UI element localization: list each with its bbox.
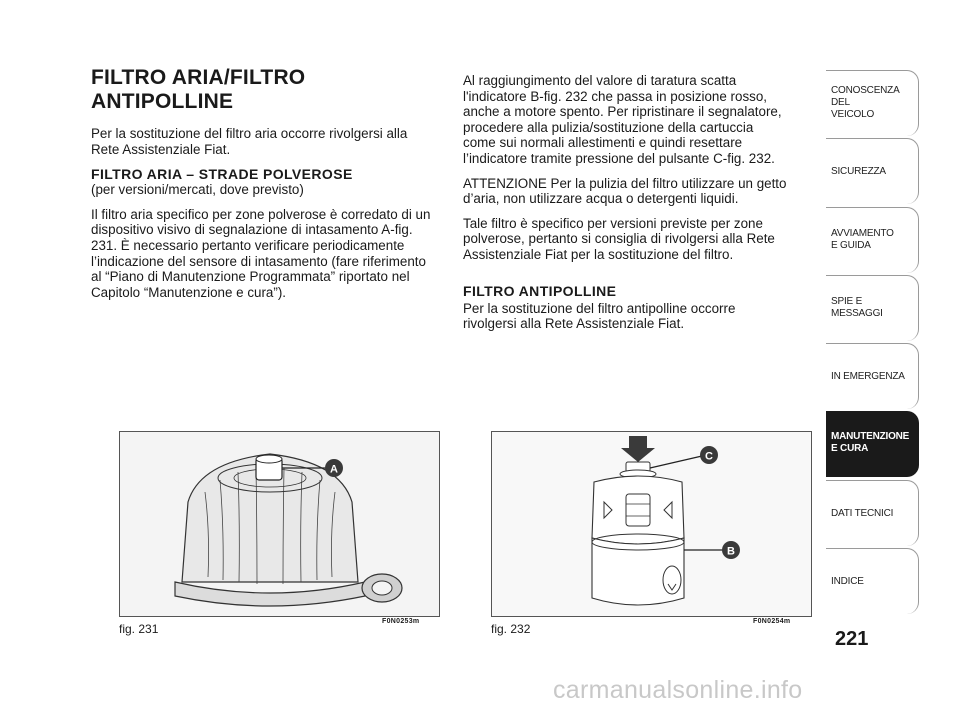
indicator-paragraph: Al raggiungimento del valore di taratura scatta l'indicatore B-fig. 232 che passa in posizione rosso, anche a motore spento. Per ripristinare il segnalatore, procedere alla pulizia/sostituzione della cartuccia come sui normali allestimenti e quindi resettare l’indicatore tramite pressione del pulsante C-fig. 232. [463,73,782,166]
page-number: 221 [835,628,869,650]
clogging-indicator-illustration [492,432,811,616]
watermark: carmanualsonline.info [553,676,803,704]
specific-filter-paragraph: Tale filtro è specifico per versioni previste per zone polverose, pertanto si consiglia di rivolgersi alla Rete Assistenziale Fiat per la sostituzione del filtro. [463,215,775,262]
right-column [463,73,788,341]
chapter-tab-in-emergenza[interactable]: IN EMERGENZA [826,343,919,409]
air-filter-illustration [120,432,439,616]
intro-paragraph: Per la sostituzione del filtro aria occorre rivolgersi alla Rete Assistenziale Fiat. [91,126,408,157]
chapter-tab-manutenzione-e-cura[interactable]: MANUTENZIONE E CURA [826,411,919,477]
callout-b-label: B [727,545,735,558]
air-filter-paragraph: Il filtro aria specifico per zone polverose è corredato di un dispositivo visivo di segnalazione di intasamento A-fig. 231. È necessario pertanto verificare periodicamente l’indicazione del sensore di intasamento (fare riferimento al “Piano di Manutenzione Programmata” riportato nel Capitolo “Manutenzione e cura”). [91,206,431,300]
version-note: (per versioni/mercati, dove previsto) [91,182,304,198]
callout-c-label: C [705,450,713,463]
figure-232-indicator [491,431,812,617]
chapter-tab-indice[interactable]: INDICE [826,548,919,614]
chapter-tab-dati-tecnici[interactable]: DATI TECNICI [826,480,919,546]
air-filter-dusty-heading: FILTRO ARIA – STRADE POLVEROSE [91,166,353,183]
chapter-tab-spie-e-messaggi[interactable]: SPIE E MESSAGGI [826,275,919,341]
figure-231-air-filter [119,431,440,617]
fig-232-code: F0N0254m [753,618,791,625]
chapter-tab-conoscenza-del-veicolo[interactable]: CONOSCENZA DEL VEICOLO [826,70,919,136]
pollen-filter-paragraph: Per la sostituzione del filtro antipolline occorre rivolgersi alla Rete Assistenziale Fiat. [463,300,736,332]
callout-a-label: A [330,463,338,476]
warning-paragraph: ATTENZIONE Per la pulizia del filtro utilizzare un getto d’aria, non utilizzare acqua o detergenti liquidi. [463,175,787,207]
fig-232-caption: fig. 232 [491,622,531,636]
chapter-tab-avviamento-e-guida[interactable]: AVVIAMENTO E GUIDA [826,207,919,273]
fig-231-code: F0N0253m [382,618,420,625]
chapter-tab-sicurezza[interactable]: SICUREZZA [826,138,919,204]
pollen-filter-heading: FILTRO ANTIPOLLINE [463,282,617,299]
fig-231-caption: fig. 231 [119,622,159,636]
page-title: FILTRO ARIA/FILTRO ANTIPOLLINE [91,66,306,113]
chapter-sidebar [826,70,919,616]
left-column [91,66,437,309]
